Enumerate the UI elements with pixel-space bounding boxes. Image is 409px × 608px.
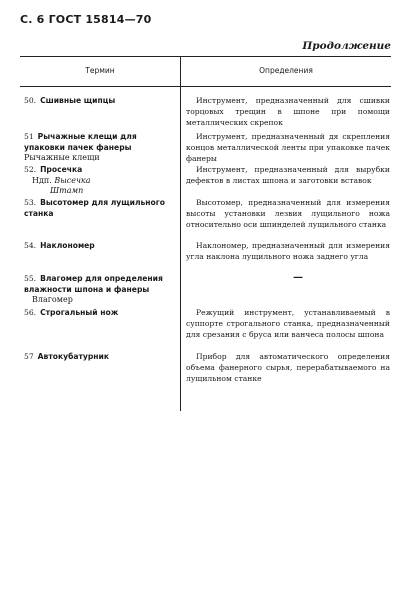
definition-cell: Инструмент, предназначенный для сшивки торцовых трещин в шпоне при помощи металлических скрепок — [186, 96, 390, 127]
definition-dash: — — [293, 272, 303, 283]
term-cell — [24, 352, 178, 363]
term-name: Наклономер — [40, 241, 95, 250]
definition-cell: Высотомер, предназначенный для измерения высоты установки лезвия лущильного ножа относительно оси шпинделей лущильного станка — [186, 198, 390, 229]
term-cell — [24, 241, 178, 252]
terms-table — [20, 56, 391, 556]
term-nonstandard — [24, 176, 178, 187]
definition-cell: Режущий инструмент, устанавливаемый в суппорте строгального станка, предназначенный для срезания с бруса или ванчеса полосы шпона — [186, 308, 390, 339]
term-cell — [24, 274, 178, 306]
term-cell — [24, 132, 178, 164]
term-name: Автокубатурник — [37, 352, 110, 361]
table-header-rule — [20, 86, 391, 87]
term-synonym: Влагомер — [32, 295, 73, 304]
term-name: Рычажные клещи для упаковки пачек фанеры — [24, 132, 137, 152]
term-number: 54. — [24, 241, 37, 250]
column-header-definition: Определения — [259, 66, 313, 75]
continued-label: Продолжение — [302, 40, 391, 52]
term-name: Высотомер для лущильного станка — [24, 198, 165, 218]
definition-cell: Инструмент, предназначенный для вырубки дефектов в листах шпона и заготовки вставок — [186, 165, 390, 185]
term-name: Влагомер для определения влажности шпона и фанеры — [24, 274, 163, 294]
term-cell — [24, 165, 178, 197]
term-name: Сшивные щипцы — [40, 96, 116, 105]
term-number: 57 — [24, 352, 34, 361]
term-number: 51 — [24, 132, 34, 141]
term-synonym: Рычажные клещи — [24, 153, 100, 162]
term-name: Строгальный нож — [40, 308, 119, 317]
definition-cell: Прибор для автоматического определения объема фанерного сырья, перерабатываемого на лущильном станке — [186, 352, 390, 383]
column-header-term: Термин — [85, 66, 115, 75]
ndp-prefix: Ндп. — [32, 175, 52, 185]
term-number: 56. — [24, 308, 37, 317]
term-cell — [24, 198, 178, 219]
table-top-rule — [20, 56, 391, 57]
term-number: 53. — [24, 198, 37, 207]
page-header: С. 6 ГОСТ 15814—70 — [20, 13, 152, 26]
term-cell — [24, 96, 178, 107]
definition-cell: Инструмент, предназначенный дя скрепления концов металлической ленты при упаковке пачек фанеры — [186, 132, 390, 163]
ndp-term-1: Высечка — [54, 175, 91, 185]
term-number: 52. — [24, 165, 37, 174]
ndp-term-2: Штамп — [50, 186, 84, 195]
term-cell — [24, 308, 178, 319]
term-number: 55. — [24, 274, 37, 283]
term-number: 50. — [24, 96, 37, 105]
definition-cell: Наклономер, предназначенный для измерения угла наклона лущильного ножа заднего угла — [186, 241, 390, 261]
term-name: Просечка — [40, 165, 83, 174]
column-divider — [180, 56, 181, 411]
